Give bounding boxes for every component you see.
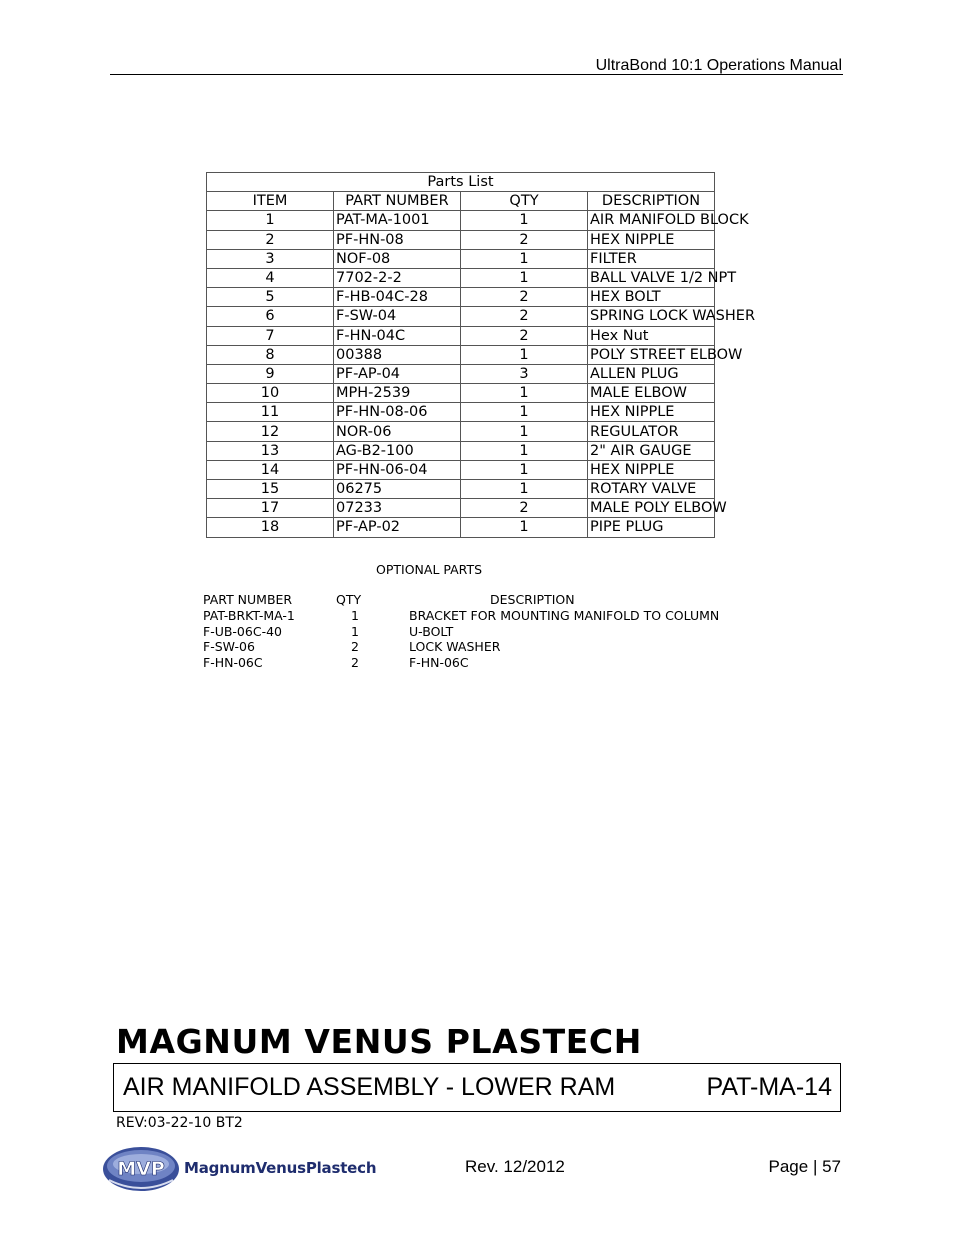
company-name: MAGNUM VENUS PLASTECH [116,1022,642,1061]
list-cell: BRACKET FOR MOUNTING MANIFOLD TO COLUMN [409,607,720,623]
table-cell: Hex Nut [588,326,715,345]
table-cell: 1 [461,249,588,268]
table-row [207,384,715,403]
table-row [207,288,715,307]
manual-title: UltraBond 10:1 Operations Manual [595,57,842,74]
table-cell: 2 [461,499,588,518]
optional-parts-list [203,592,743,671]
manual-revision: Rev. 12/2012 [465,1157,565,1176]
table-cell: 07233 [334,499,461,518]
list-item [203,624,743,640]
table-cell: REGULATOR [588,422,715,441]
table-row [207,518,715,537]
table-cell: 6 [207,307,334,326]
table-row [207,460,715,479]
table-cell: 1 [461,460,588,479]
list-cell: F-HN-06C [409,655,469,671]
table-row [207,345,715,364]
table-cell: 2 [461,307,588,326]
mvp-logo-icon [101,1144,181,1194]
table-cell: 3 [461,364,588,383]
table-row [207,211,715,230]
column-header: QTY [336,592,362,607]
table-cell: 7702-2-2 [334,268,461,287]
column-header: QTY [461,192,588,211]
table-row [207,249,715,268]
table-row [207,403,715,422]
table-cell: 1 [461,211,588,230]
table-cell: F-HN-04C [334,326,461,345]
list-cell: F-HN-06C [203,655,263,671]
table-cell: SPRING LOCK WASHER [588,307,715,326]
list-cell: U-BOLT [409,623,454,639]
table-cell: PF-HN-08 [334,230,461,249]
table-cell: 15 [207,480,334,499]
table-row [207,326,715,345]
table-cell: 1 [461,480,588,499]
list-item [203,608,743,624]
column-header: DESCRIPTION [490,592,575,607]
table-cell: 3 [207,249,334,268]
column-header: DESCRIPTION [588,192,715,211]
table-cell: 8 [207,345,334,364]
table-cell: 1 [461,345,588,364]
table-row [207,441,715,460]
table-cell: 06275 [334,480,461,499]
optional-parts-title: OPTIONAL PARTS [376,562,483,577]
list-cell: 2 [351,639,359,655]
table-cell: 2 [461,230,588,249]
table-cell: PIPE PLUG [588,518,715,537]
list-item [203,639,743,655]
table-cell: HEX NIPPLE [588,403,715,422]
table-cell: 2 [461,326,588,345]
table-cell: 18 [207,518,334,537]
table-row [207,480,715,499]
table-cell: HEX BOLT [588,288,715,307]
table-cell: 11 [207,403,334,422]
table-row [207,230,715,249]
table-row [207,499,715,518]
list-cell: F-UB-06C-40 [203,623,282,639]
table-cell: 2" AIR GAUGE [588,441,715,460]
table-cell: PAT-MA-1001 [334,211,461,230]
table-row [207,422,715,441]
table-cell: PF-AP-04 [334,364,461,383]
parts-list-table [206,172,756,538]
table-cell: NOR-06 [334,422,461,441]
table-cell: 1 [461,268,588,287]
table-cell: 17 [207,499,334,518]
assembly-title-box [113,1063,841,1112]
table-cell: 1 [207,211,334,230]
list-cell: 1 [351,607,359,623]
table-cell: MALE POLY ELBOW [588,499,715,518]
table-cell: 2 [461,288,588,307]
table-cell: F-HB-04C-28 [334,288,461,307]
table-cell: HEX NIPPLE [588,460,715,479]
list-cell: 1 [351,623,359,639]
table-cell: 14 [207,460,334,479]
assembly-name: AIR MANIFOLD ASSEMBLY - LOWER RAM [123,1073,616,1101]
brand-wordmark: MagnumVenusPlastech [184,1159,377,1177]
parts-list-header-row [207,192,715,211]
table-cell: NOF-08 [334,249,461,268]
list-cell: 2 [351,655,359,671]
table-cell: 1 [461,403,588,422]
table-cell: BALL VALVE 1/2 NPT [588,268,715,287]
table-cell: 5 [207,288,334,307]
table-cell: 12 [207,422,334,441]
table-cell: POLY STREET ELBOW [588,345,715,364]
table-cell: AIR MANIFOLD BLOCK [588,211,715,230]
table-cell: MALE ELBOW [588,384,715,403]
table-row [207,307,715,326]
table-cell: 7 [207,326,334,345]
column-header: PART NUMBER [334,192,461,211]
table-cell: PF-HN-08-06 [334,403,461,422]
table-cell: 00388 [334,345,461,364]
table-cell: PF-HN-06-04 [334,460,461,479]
page-number: Page | 57 [768,1157,841,1176]
table-cell: ALLEN PLUG [588,364,715,383]
table-cell: F-SW-04 [334,307,461,326]
column-header: ITEM [207,192,334,211]
table-row [207,364,715,383]
table-cell: ROTARY VALVE [588,480,715,499]
drawing-revision: REV:03-22-10 BT2 [116,1115,243,1131]
assembly-code: PAT-MA-14 [706,1073,832,1101]
column-header: PART NUMBER [203,592,293,607]
header-rule [110,74,843,75]
table-cell: HEX NIPPLE [588,230,715,249]
list-item [203,655,743,671]
list-cell: PAT-BRKT-MA-1 [203,607,295,623]
list-cell: LOCK WASHER [409,639,501,655]
optional-parts-header-row [203,592,743,608]
logo-text: MVP [117,1158,165,1180]
table-cell: MPH-2539 [334,384,461,403]
table-cell: 13 [207,441,334,460]
table-row [207,268,715,287]
table-cell: 1 [461,422,588,441]
table-cell: 2 [207,230,334,249]
parts-list-title: Parts List [207,173,715,192]
table-cell: 9 [207,364,334,383]
table-cell: 4 [207,268,334,287]
table-cell: 1 [461,518,588,537]
table-cell: PF-AP-02 [334,518,461,537]
table-cell: 1 [461,384,588,403]
table-cell: FILTER [588,249,715,268]
table-cell: 10 [207,384,334,403]
table-cell: AG-B2-100 [334,441,461,460]
table-cell: 1 [461,441,588,460]
list-cell: F-SW-06 [203,639,255,655]
